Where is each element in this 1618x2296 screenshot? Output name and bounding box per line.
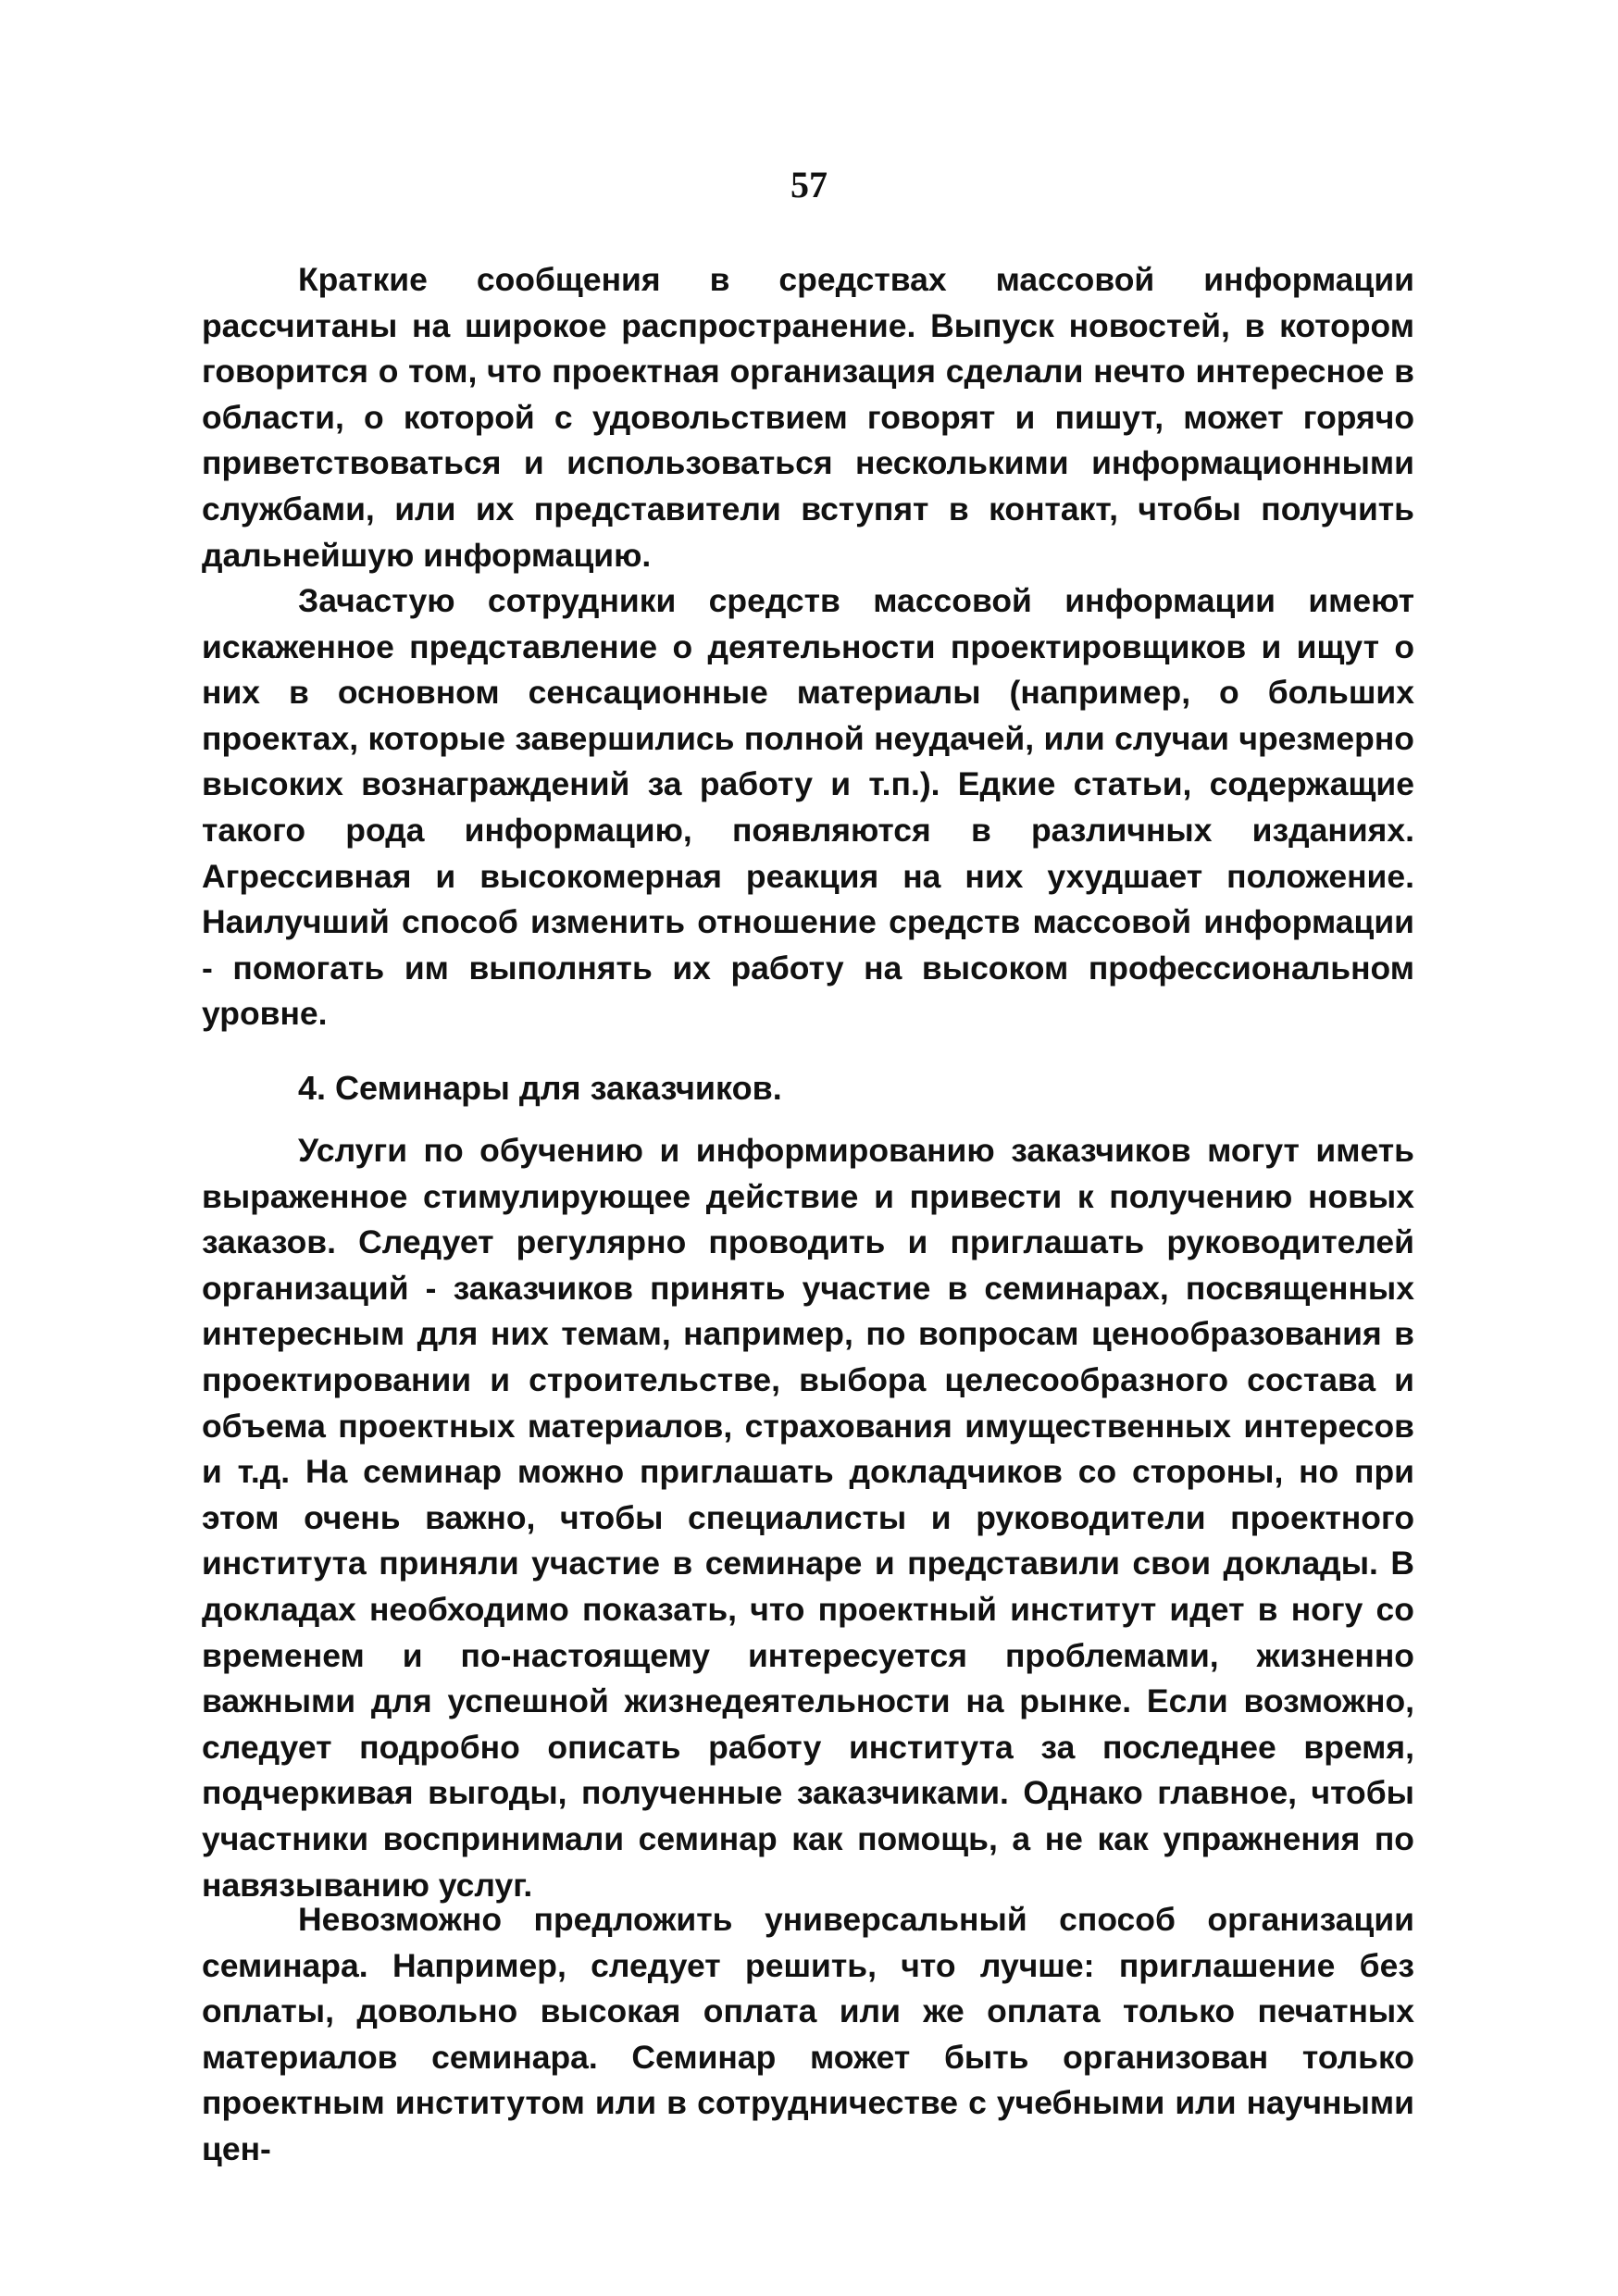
paragraph-seminar-organization: Невозможно предложить универсальный способ организации семинара. Например, следует решить, что лучше: приглашение без оплаты, довольно высокая оплата или же оплата только печатных материалов семинара. Семинар может быть организован только проектным институтом или в сотрудничестве с учебными или научными цен-	[202, 1901, 1414, 2167]
paragraph-block-2	[202, 578, 1414, 1037]
paragraph-block-3	[202, 1128, 1414, 1908]
paragraph-media-messages: Краткие сообщения в средствах массовой информации рассчитаны на широкое распространение. Выпуск новостей, в котором говорится о том, что проектная организация сделали нечто интересное в области, о которой с удовольствием говорят и пишут, может горячо приветствоваться и использоваться несколькими информационными службами, или их представители вступят в контакт, чтобы получить дальнейшую информацию.	[202, 261, 1414, 574]
paragraph-block-4	[202, 1897, 1414, 2173]
paragraph-media-employees: Зачастую сотрудники средств массовой информации имеют искаженное представление о деятельности проектировщиков и ищут о них в основном сенсационные материалы (например, о больших проектах, которые завершились полной неудачей, или случаи чрезмерно высоких вознаграждений за работу и т.п.). Едкие статьи, содержащие такого рода информацию, появляются в различных изданиях. Агрессивная и высокомерная реакция на них ухудшает положение. Наилучший способ изменить отношение средств массовой информации - помогать им выполнять их работу на высоком профессиональном уровне.	[202, 582, 1414, 1033]
section-heading: 4. Семинары для заказчиков.	[298, 1069, 782, 1107]
page-number: 57	[790, 164, 828, 205]
paragraph-block-1	[202, 257, 1414, 578]
paragraph-seminar-services: Услуги по обучению и информированию заказчиков могут иметь выраженное стимулирующее действие и привести к получению новых заказов. Следует регулярно проводить и приглашать руководителей организаций - заказчиков принять участие в семинарах, посвященных интересным для них темам, например, по вопросам ценообразования в проектировании и строительстве, выбора целесообразного состава и объема проектных материалов, страхования имущественных интересов и т.д. На семинар можно приглашать докладчиков со стороны, но при этом очень важно, чтобы специалисты и руководители проектного института приняли участие в семинаре и представили свои доклады. В докладах необходимо показать, что проектный институт идет в ногу со временем и по-настоящему интересуется проблемами, жизненно важными для успешной жизнедеятельности на рынке. Если возможно, следует подробно описать работу института за последнее время, подчеркивая выгоды, полученные заказчиками. Однако главное, чтобы участники воспринимали семинар как помощь, а не как упражнения по навязыванию услуг.	[202, 1132, 1414, 1904]
